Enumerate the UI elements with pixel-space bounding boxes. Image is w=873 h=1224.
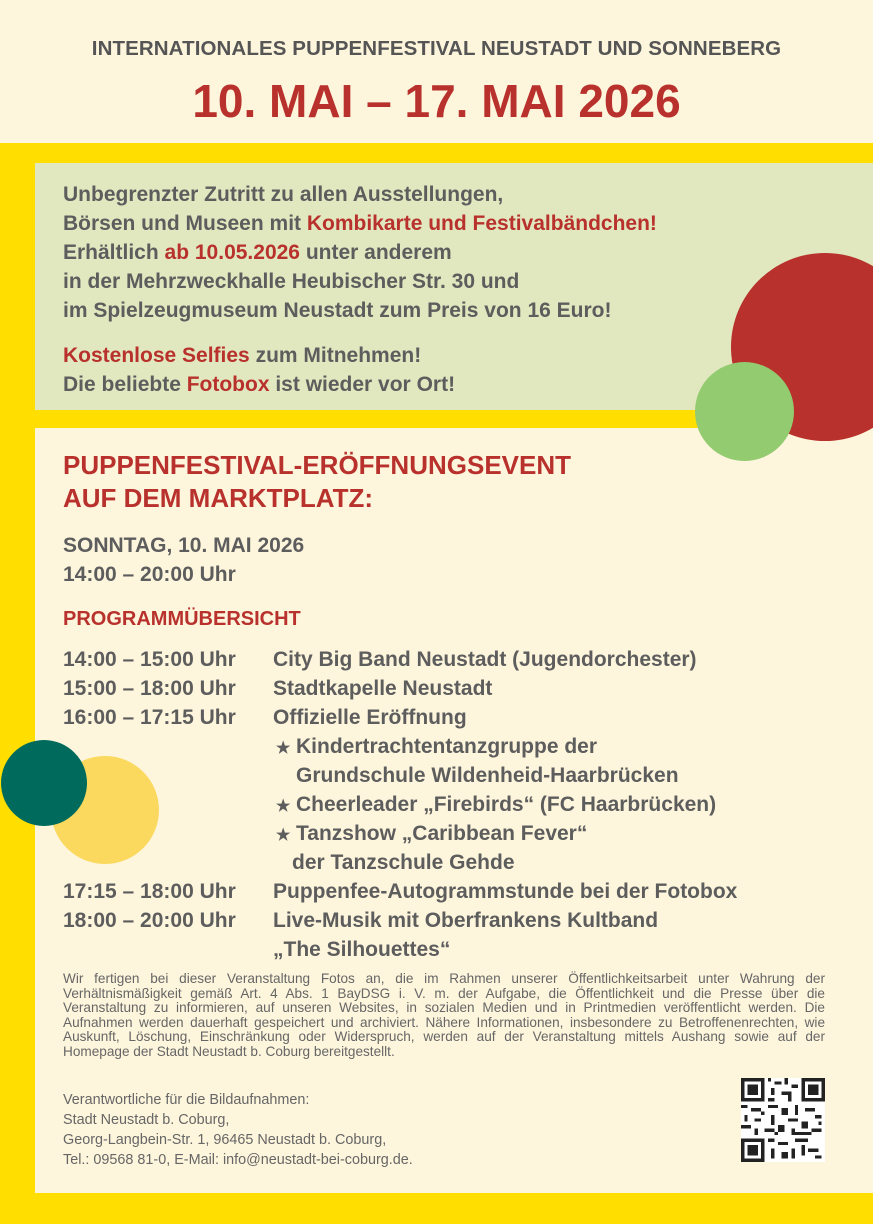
qr-code-icon[interactable] xyxy=(741,1078,825,1162)
event-title xyxy=(63,449,783,515)
ticket-info-text xyxy=(63,180,823,325)
info-highlight: Kombikarte und Festivalbändchen! xyxy=(306,212,657,235)
decorative-light-green-circle xyxy=(695,362,794,461)
event-datetime xyxy=(63,531,304,589)
program-item: City Big Band Neustadt (Jugendorchester) xyxy=(273,648,697,671)
info-line: Erhältlich xyxy=(63,241,165,264)
info-line: in der Mehrzweckhalle Heubischer Str. 30 und xyxy=(63,270,520,293)
star-icon: ★ xyxy=(276,740,291,757)
festival-dates: 10. MAI – 17. MAI 2026 xyxy=(192,75,681,127)
photo-disclaimer: Wir fertigen bei dieser Veranstaltung Fotos an, die im Rahmen unserer Öffentlichkeitsarbeit unter Wahrung der Verhältnismäßigkeit gemäß Art. 4 Abs. 1 BayDSG i. V. m. der Aufgabe, die Öffentlichkeit und die Presse über die Veranstaltung zu informieren, auf unseren Websites, in sozialen Medien und in Printmedien veröffentlicht werden. Die Aufnahmen werden dauerhaft gespeichert und archiviert. Nähere Informationen, insbesondere zu Betroffenenrechten, wie Auskunft, Löschung, Einschränkung oder Widerspruch, werden auf der Veranstaltung mittels Aushang sowie auf der Homepage der Stadt Neustadt b. Coburg bereitgestellt. xyxy=(63,971,825,1059)
program-item: Offizielle Eröffnung xyxy=(273,706,467,729)
info-line: ist wieder vor Ort! xyxy=(269,373,456,396)
program-time: 14:00 – 15:00 Uhr xyxy=(63,648,236,671)
info-line: Börsen und Museen mit xyxy=(63,212,307,235)
responsible-contact xyxy=(63,1090,413,1170)
info-highlight: Fotobox xyxy=(186,373,270,396)
contact-line: Verantwortliche für die Bildaufnahmen: xyxy=(63,1092,310,1108)
info-line: unter anderem xyxy=(299,241,452,264)
program-item: „The Silhouettes“ xyxy=(273,938,451,961)
program-time: 16:00 – 17:15 Uhr xyxy=(63,706,236,729)
info-highlight: Kostenlose Selfies xyxy=(63,344,250,367)
star-icon: ★ xyxy=(276,798,291,815)
program-time: 17:15 – 18:00 Uhr xyxy=(63,880,236,903)
info-line: Unbegrenzter Zutritt zu allen Ausstellungen, xyxy=(63,183,504,206)
program-subitem: der Tanzschule Gehde xyxy=(292,851,515,874)
info-line: im Spielzeugmuseum Neustadt zum Preis von 16 Euro! xyxy=(63,299,612,322)
program-item: Puppenfee-Autogrammstunde bei der Fotobox xyxy=(273,880,738,903)
contact-line: Georg-Langbein-Str. 1, 96465 Neustadt b. Coburg, xyxy=(63,1132,387,1148)
program-subitem: Cheerleader „Firebirds“ (FC Haarbrücken) xyxy=(296,793,717,816)
program-subitem: Grundschule Wildenheid-Haarbrücken xyxy=(296,764,679,787)
program-subitem: Tanzshow „Caribbean Fever“ xyxy=(296,822,588,845)
info-line: zum Mitnehmen! xyxy=(249,344,422,367)
decorative-dark-green-circle xyxy=(1,740,87,826)
program-heading: PROGRAMMÜBERSICHT xyxy=(63,608,301,630)
festival-subtitle: INTERNATIONALES PUPPENFESTIVAL NEUSTADT UND SONNEBERG xyxy=(91,37,782,60)
program-subitem: Kindertrachtentanzgruppe der xyxy=(296,735,598,758)
contact-line: Tel.: 09568 81-0, E-Mail: info@neustadt-bei-coburg.de. xyxy=(63,1152,413,1168)
program-time: 15:00 – 18:00 Uhr xyxy=(63,677,236,700)
program-item: Live-Musik mit Oberfrankens Kultband xyxy=(273,909,659,932)
program-item: Stadtkapelle Neustadt xyxy=(273,677,493,700)
event-title-line: PUPPENFESTIVAL-ERÖFFNUNGSEVENT xyxy=(63,450,572,480)
event-title-line: AUF DEM MARKTPLATZ: xyxy=(63,483,374,513)
program-time: 18:00 – 20:00 Uhr xyxy=(63,909,236,932)
info-highlight: ab 10.05.2026 xyxy=(164,241,300,264)
contact-line: Stadt Neustadt b. Coburg, xyxy=(63,1112,230,1128)
event-time: 14:00 – 20:00 Uhr xyxy=(63,563,236,586)
event-date: SONNTAG, 10. MAI 2026 xyxy=(63,534,305,557)
info-line: Die beliebte xyxy=(63,373,187,396)
header-banner xyxy=(0,0,873,143)
star-icon: ★ xyxy=(276,827,291,844)
